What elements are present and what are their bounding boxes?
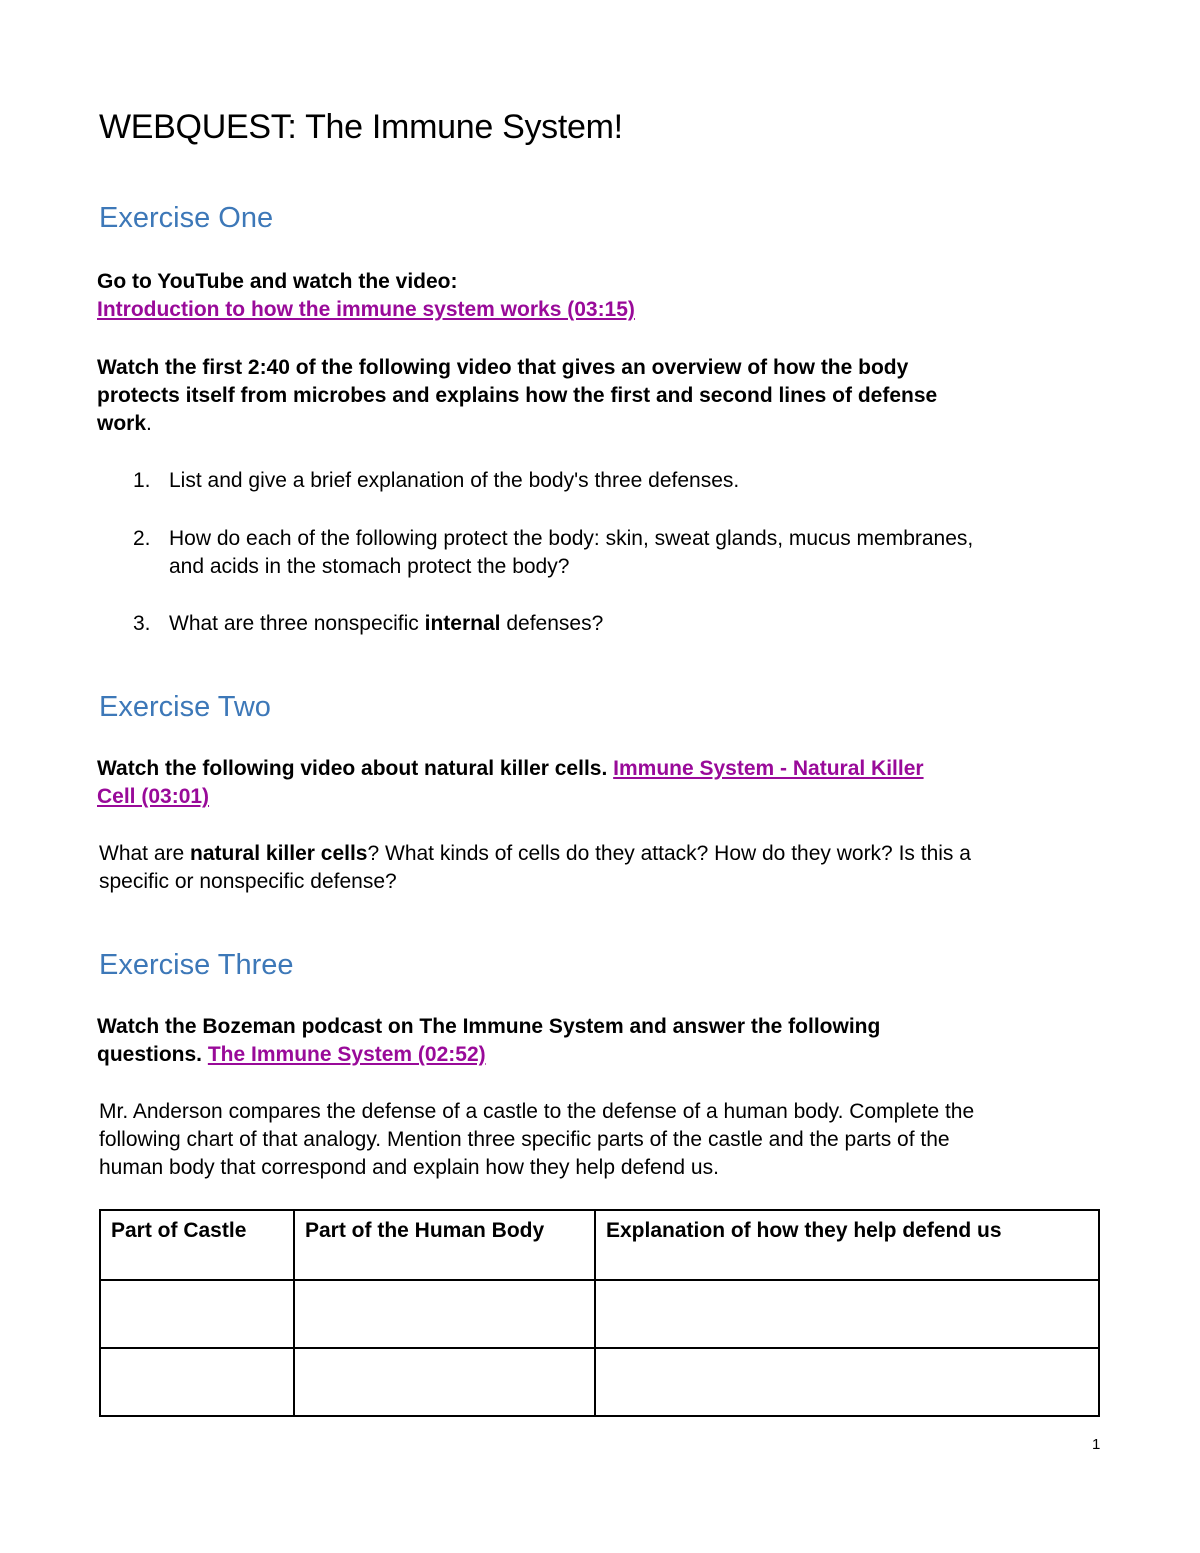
header-explanation: Explanation of how they help defend us: [595, 1210, 1099, 1280]
table-row: [100, 1280, 1099, 1348]
exercise-two-heading: Exercise Two: [99, 691, 271, 723]
page-number: 1: [1092, 1436, 1101, 1453]
ex3-desc-line-2: following chart of that analogy. Mention three specific parts of the castle and the parts of the: [99, 1128, 950, 1151]
question-2-text-line-2: and acids in the stomach protect the body?: [169, 555, 570, 578]
table-cell-body[interactable]: [294, 1280, 595, 1348]
ex2-question-line-2: specific or nonspecific defense?: [99, 870, 397, 893]
question-3: [133, 610, 603, 638]
exercise-two-instruction: [97, 755, 924, 811]
exercise-three-video-link[interactable]: The Immune System (02:52): [207, 1043, 486, 1066]
question-3-text-c: defenses?: [500, 612, 604, 635]
ex2-question-emphasis: natural killer cells: [190, 842, 368, 865]
watch-line-3-text: work: [97, 412, 147, 435]
page-title: WEBQUEST: The Immune System!: [99, 108, 623, 146]
table-cell-explanation[interactable]: [595, 1280, 1099, 1348]
question-1-text: List and give a brief explanation of the body's three defenses.: [169, 469, 740, 492]
question-3-emphasis: internal: [424, 612, 501, 635]
watch-line-3: [97, 410, 937, 438]
table-cell-castle[interactable]: [100, 1348, 294, 1416]
question-1: [133, 467, 739, 495]
question-2-number: 2.: [133, 527, 151, 550]
castle-analogy-table: [99, 1209, 1100, 1417]
exercise-one-instruction: Go to YouTube and watch the video:: [97, 270, 458, 293]
table-cell-body[interactable]: [294, 1348, 595, 1416]
question-2: [133, 525, 973, 581]
ex3-instruction-line-2: questions.: [97, 1043, 208, 1066]
exercise-one-heading: Exercise One: [99, 202, 274, 234]
question-2-text-line-1: How do each of the following protect the body: skin, sweat glands, mucus membranes,: [169, 527, 974, 550]
ex2-question-a: What are: [99, 842, 191, 865]
watch-line-2: protects itself from microbes and explains how the first and second lines of defense: [97, 384, 938, 407]
header-part-of-human-body: Part of the Human Body: [294, 1210, 595, 1280]
exercise-three-heading: Exercise Three: [99, 949, 294, 981]
ex3-instruction-line-1: Watch the Bozeman podcast on The Immune System and answer the following: [97, 1015, 881, 1038]
watch-period: .: [146, 412, 152, 435]
table-cell-explanation[interactable]: [595, 1348, 1099, 1416]
exercise-three-instruction: [97, 1013, 880, 1069]
question-1-number: 1.: [133, 469, 151, 492]
ex3-desc-line-3: human body that correspond and explain how they help defend us.: [99, 1156, 719, 1179]
exercise-one-video-link[interactable]: Introduction to how the immune system works (03:15): [97, 298, 635, 321]
ex2-question-c: ? What kinds of cells do they attack? How do they work? Is this a: [367, 842, 971, 865]
question-3-text-a: What are three nonspecific: [169, 612, 425, 635]
exercise-three-description: [99, 1098, 974, 1182]
exercise-one-watch-paragraph: [97, 354, 937, 438]
table-header-row: [100, 1210, 1099, 1280]
exercise-two-video-link-line-2[interactable]: Cell (03:01): [97, 785, 210, 808]
ex3-desc-line-1: Mr. Anderson compares the defense of a castle to the defense of a human body. Complete the: [99, 1100, 975, 1123]
table-cell-castle[interactable]: [100, 1280, 294, 1348]
question-3-number: 3.: [133, 612, 151, 635]
exercise-two-video-link-line-1[interactable]: Immune System - Natural Killer: [613, 757, 924, 780]
header-part-of-castle: Part of Castle: [100, 1210, 294, 1280]
exercise-two-question: [99, 840, 971, 896]
table-row: [100, 1348, 1099, 1416]
exercise-two-instruction-text: Watch the following video about natural killer cells.: [97, 757, 614, 780]
watch-line-1: Watch the first 2:40 of the following video that gives an overview of how the body: [97, 356, 909, 379]
